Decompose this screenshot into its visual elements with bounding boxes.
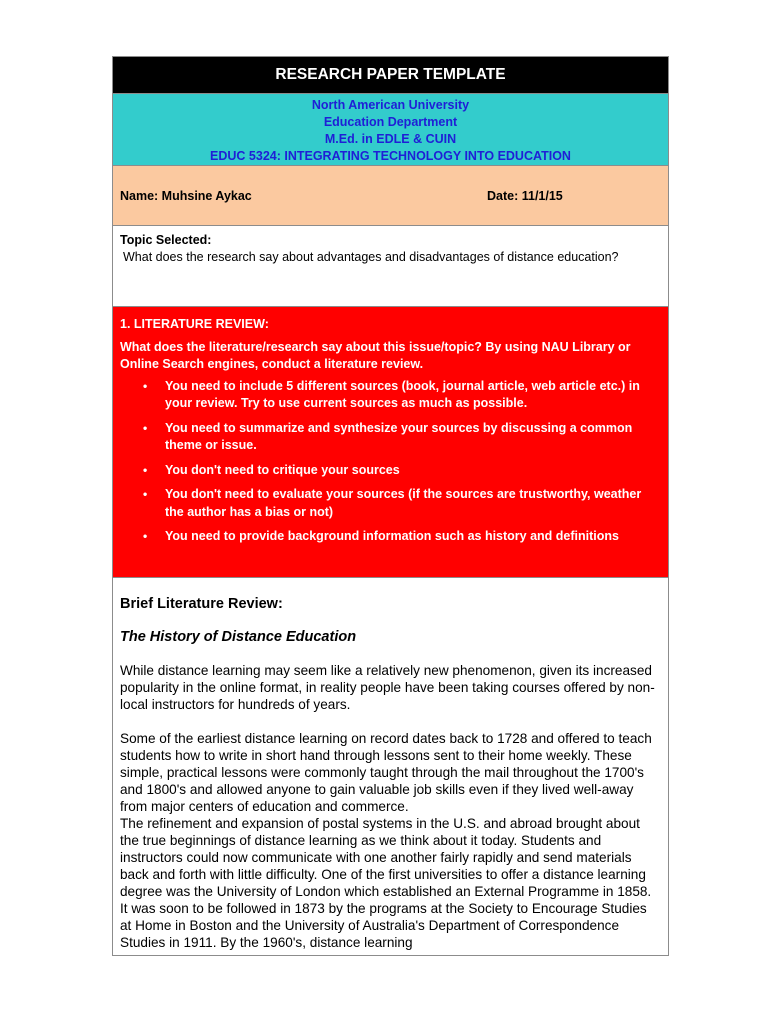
list-item <box>120 420 661 455</box>
review-paragraph: The refinement and expansion of postal systems in the U.S. and abroad brought about the true beginnings of distance learning as we think about it today. Students and instructors could now communicate with one another fairly rapidly and send materials back and forth with little difficulty. One of the first universities to offer a distance learning degree was the University of London which established an External Programme in 1858. It was soon to be followed in 1873 by the programs at the Society to Encourage Studies at Home in Boston and the University of Australia's Department of Correspondence Studies in 1911. By the 1960's, distance learning <box>120 816 652 950</box>
literature-heading: 1. LITERATURE REVIEW: <box>120 317 269 331</box>
topic-label: Topic Selected: <box>120 233 212 247</box>
student-name: Name: Muhsine Aykac <box>120 188 252 203</box>
bullet-icon: • <box>143 487 148 501</box>
literature-review-instructions <box>113 307 668 578</box>
instruction-text: You need to summarize and synthesize your sources by discussing a common theme or issue. <box>165 420 633 452</box>
review-heading: Brief Literature Review: <box>120 596 283 612</box>
bullet-icon: • <box>143 420 148 435</box>
list-item <box>120 528 661 546</box>
bullet-icon: • <box>143 462 148 477</box>
research-paper-template <box>112 56 669 956</box>
bullet-icon: • <box>143 378 148 393</box>
university-name: North American University <box>311 98 470 112</box>
topic-text: What does the research say about advantages and disadvantages of distance education? <box>123 250 619 264</box>
instruction-text: You need to provide background information such as history and definitions <box>165 529 619 543</box>
list-item <box>120 378 661 413</box>
review-paragraph: Some of the earliest distance learning on record dates back to 1728 and offered to teach students how to write in short hand through lessons sent to their home weekly. These simple, practical lessons were commonly taught through the mail throughout the 1700's and 1800's and allowed anyone to gain valuable job skills even if they lived well-away from major centers of education and commerce. <box>120 731 652 814</box>
course-name: EDUC 5324: INTEGRATING TECHNOLOGY INTO EDUCATION <box>210 149 571 163</box>
literature-intro: What does the literature/research say about this issue/topic? By using NAU Library or Online Search engines, conduct a literature review. <box>120 339 631 371</box>
course-header <box>113 94 668 166</box>
review-paragraph: While distance learning may seem like a relatively new phenomenon, given its increased popularity in the online format, in reality people have been taking courses offered by non-local instructors for hundreds of years. <box>120 663 655 712</box>
bullet-icon: • <box>143 529 148 543</box>
list-item <box>120 486 661 521</box>
template-title: RESEARCH PAPER TEMPLATE <box>113 57 668 94</box>
program-name: M.Ed. in EDLE & CUIN <box>324 132 457 146</box>
instruction-text: You don't need to evaluate your sources (if the sources are trustworthy, weather the author has a bias or not) <box>165 487 642 519</box>
submission-date: Date: 11/1/15 <box>487 188 563 203</box>
instruction-text: You don't need to critique your sources <box>165 462 400 477</box>
topic-section <box>113 226 668 307</box>
brief-literature-review <box>113 578 668 951</box>
instruction-list <box>120 378 661 546</box>
instruction-text: You need to include 5 different sources (book, journal article, web article etc.) in your review. Try to use current sources as much as possible. <box>165 378 640 410</box>
list-item <box>120 462 661 480</box>
department-name: Education Department <box>323 115 458 129</box>
student-info-row <box>113 166 668 226</box>
review-subheading: The History of Distance Education <box>120 629 357 645</box>
